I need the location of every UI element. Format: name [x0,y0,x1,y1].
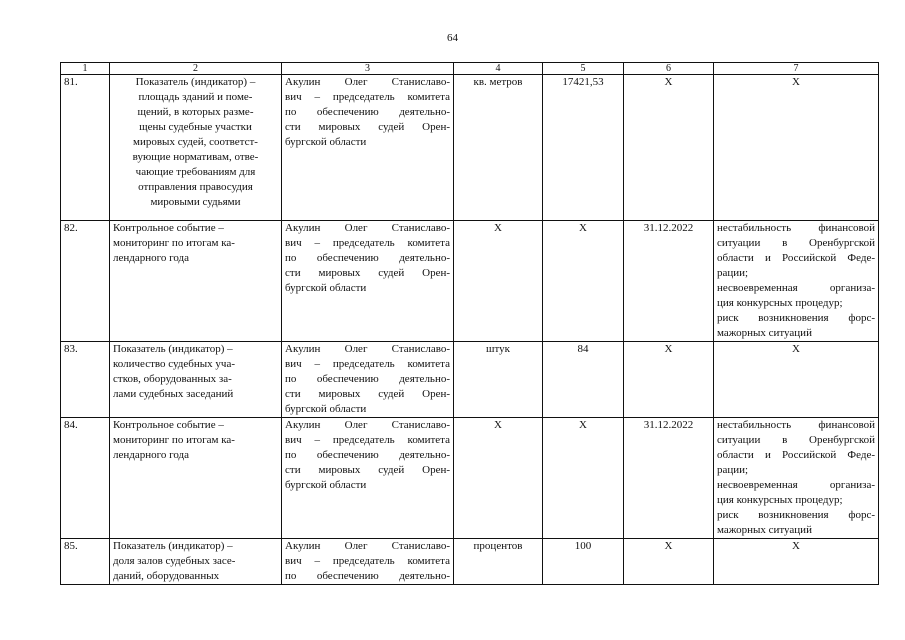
header-row [61,63,879,75]
name-line: лендарного года [113,449,190,461]
risk-line: нестабильность финансовой [717,419,875,431]
resp-line: вич – председатель комитета [285,358,450,370]
name-line: Контрольное событие – [113,419,224,431]
event-name [110,75,282,221]
header-cell: 4 [454,63,543,75]
risk-line: ситуации в Оренбургской [717,237,875,249]
risk-line: рации; [717,267,749,279]
responsible-person [282,221,454,342]
resp-line: вич – председатель комитета [285,555,450,567]
header-cell: 6 [624,63,714,75]
value-cell: 17421,53 [543,75,624,221]
resp-line: по обеспечению деятельно- [285,449,450,461]
name-line: Показатель (индикатор) – [135,76,256,88]
resp-line: Акулин Олег Станиславо- [285,76,450,88]
resp-line: Акулин Олег Станиславо- [285,419,450,431]
name-line: мониторинг по итогам ка- [113,237,235,249]
risk-cell [714,221,879,342]
risk-line: области и Российской Феде- [717,449,875,461]
resp-line: сти мировых судей Орен- [285,388,450,400]
resp-line: по обеспечению деятельно- [285,106,450,118]
deadline-cell: Х [624,75,714,221]
name-line: Показатель (индикатор) – [113,540,233,552]
risk-line: несвоевременная организа- [717,282,875,294]
risk-cell: Х [714,75,879,221]
event-name [110,418,282,539]
header-cell: 1 [61,63,110,75]
name-line: лами судебных заседаний [113,388,234,400]
header-cell: 7 [714,63,879,75]
event-name [110,342,282,418]
value-cell: Х [543,418,624,539]
name-line: чающие требованиям для [135,166,256,178]
risk-line: несвоевременная организа- [717,479,875,491]
name-line: даний, оборудованных [113,570,220,582]
unit-cell: Х [454,418,543,539]
name-line: мониторинг по итогам ка- [113,434,235,446]
event-name [110,221,282,342]
resp-line: вич – председатель комитета [285,91,450,103]
name-line: лендарного года [113,252,190,264]
resp-line: по обеспечению деятельно- [285,570,450,582]
name-line: вующие нормативам, отве- [132,151,259,163]
risk-line: рации; [717,464,749,476]
risk-line: нестабильность финансовой [717,222,875,234]
unit-cell: процентов [454,539,543,585]
resp-line: бургской области [285,136,367,148]
value-cell: 84 [543,342,624,418]
risk-cell: Х [714,342,879,418]
name-line: количество судебных уча- [113,358,235,370]
event-name [110,539,282,585]
resp-line: по обеспечению деятельно- [285,252,450,264]
resp-line: бургской области [285,282,367,294]
responsible-person [282,342,454,418]
name-line: Контрольное событие – [113,222,224,234]
deadline-cell: Х [624,342,714,418]
name-line: стков, оборудованных за- [113,373,232,385]
resp-line: Акулин Олег Станиславо- [285,222,450,234]
row-number: 82. [61,221,110,342]
header-cell: 2 [110,63,282,75]
header-cell: 3 [282,63,454,75]
risk-line: мажорных ситуаций [717,327,812,339]
unit-cell: кв. метров [454,75,543,221]
responsible-person [282,539,454,585]
name-line: отправления правосудия [138,181,253,193]
table-row [61,75,879,221]
resp-line: Акулин Олег Станиславо- [285,343,450,355]
resp-line: бургской области [285,479,367,491]
risk-line: области и Российской Феде- [717,252,875,264]
unit-cell: Х [454,221,543,342]
resp-line: Акулин Олег Станиславо- [285,540,450,552]
value-cell: Х [543,221,624,342]
responsible-person [282,418,454,539]
deadline-cell: 31.12.2022 [624,418,714,539]
risk-cell [714,418,879,539]
value-cell: 100 [543,539,624,585]
resp-line: бургской области [285,403,367,415]
risk-cell: Х [714,539,879,585]
name-line: площадь зданий и поме- [138,91,253,103]
responsible-person [282,75,454,221]
resp-line: вич – председатель комитета [285,237,450,249]
row-number: 84. [61,418,110,539]
name-line: мировых судей, соответст- [133,136,258,148]
deadline-cell: 31.12.2022 [624,221,714,342]
name-line: мировыми судьями [150,196,241,208]
row-number: 85. [61,539,110,585]
resp-line: по обеспечению деятельно- [285,373,450,385]
row-number: 83. [61,342,110,418]
table-row [61,539,879,585]
row-number: 81. [61,75,110,221]
risk-line: ция конкурсных процедур; [717,494,843,506]
table-row [61,418,879,539]
name-line: доля залов судебных засе- [113,555,236,567]
resp-line: сти мировых судей Орен- [285,267,450,279]
header-cell: 5 [543,63,624,75]
name-line: Показатель (индикатор) – [113,343,233,355]
name-line: щений, в которых разме- [137,106,254,118]
risk-line: риск возникновения форс- [717,312,875,324]
unit-cell: штук [454,342,543,418]
name-line: щены судебные участки [139,121,252,133]
risk-line: ция конкурсных процедур; [717,297,843,309]
deadline-cell: Х [624,539,714,585]
plan-table [60,62,879,585]
table-row [61,342,879,418]
page-number: 64 [447,32,458,44]
risk-line: риск возникновения форс- [717,509,875,521]
risk-line: мажорных ситуаций [717,524,812,536]
resp-line: сти мировых судей Орен- [285,464,450,476]
risk-line: ситуации в Оренбургской [717,434,875,446]
table-row [61,221,879,342]
resp-line: вич – председатель комитета [285,434,450,446]
resp-line: сти мировых судей Орен- [285,121,450,133]
